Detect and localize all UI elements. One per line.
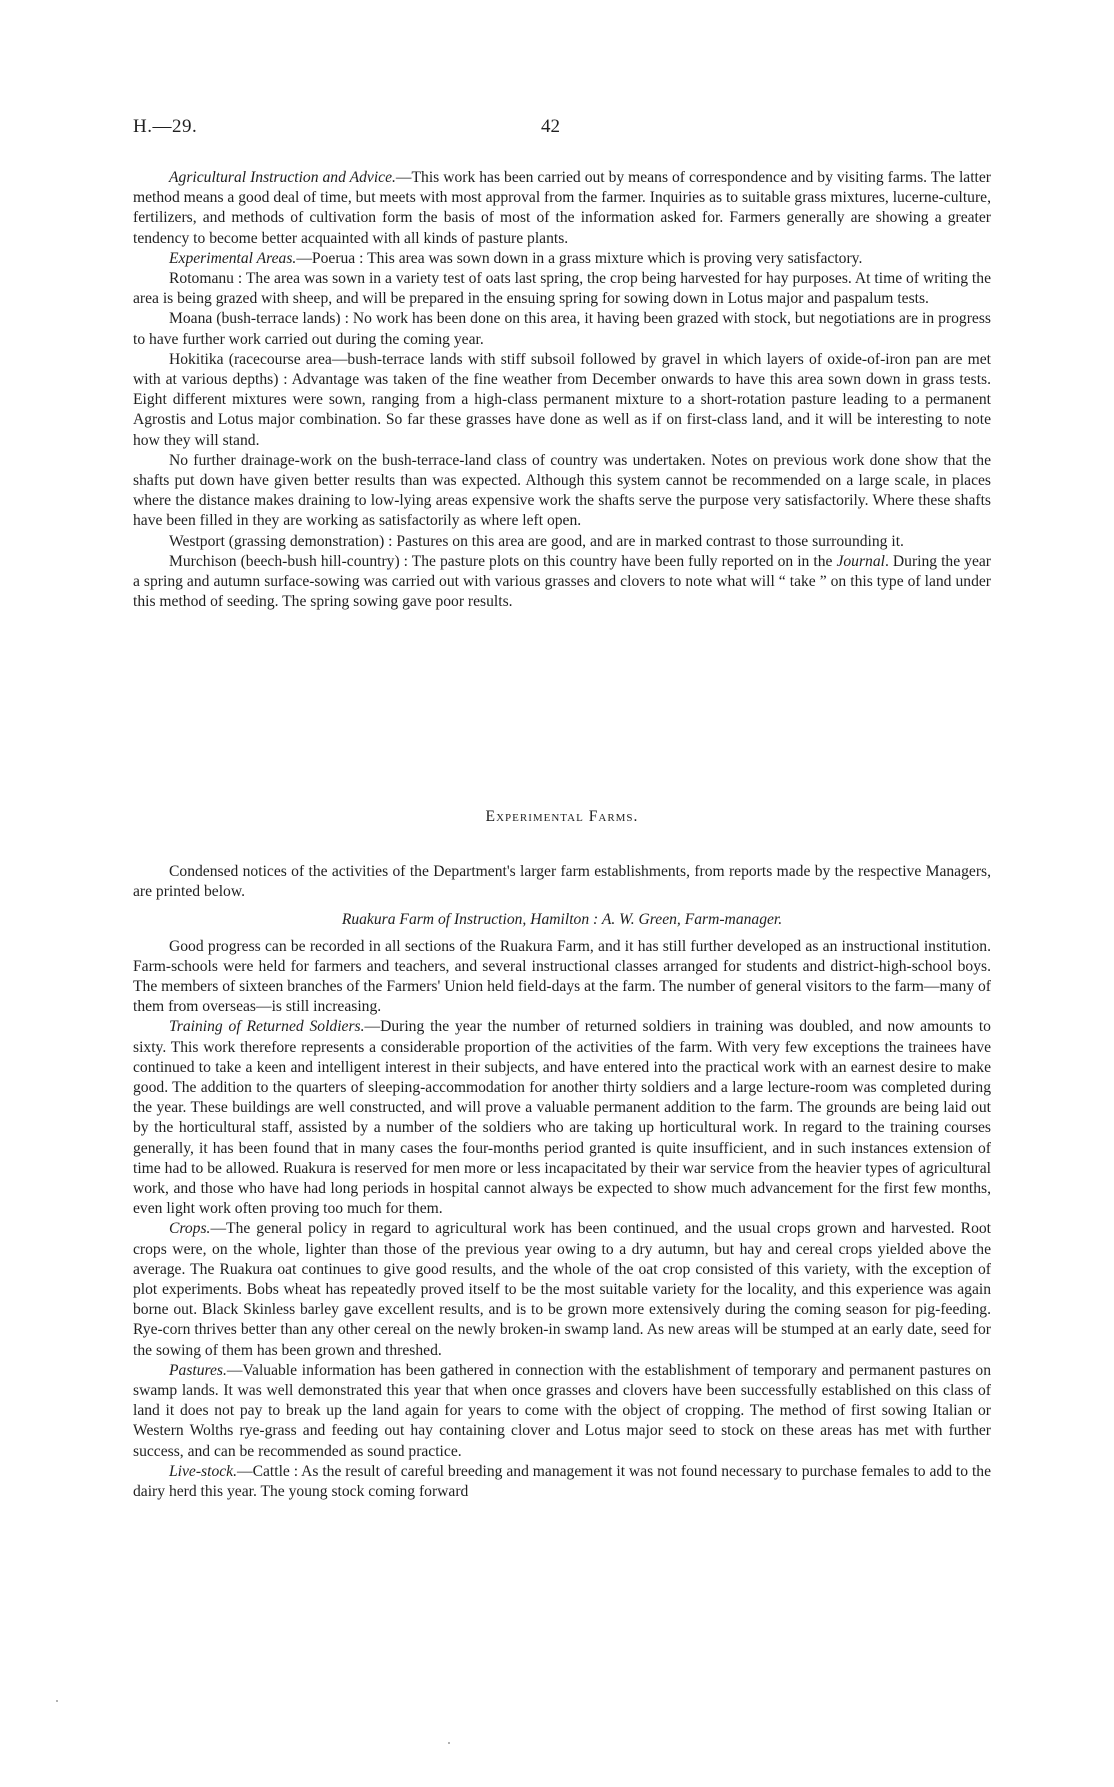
journal-title: Journal [836, 552, 885, 570]
paragraph-heading: Pastures. [169, 1361, 227, 1379]
paragraph-heading: Training of Returned Soldiers. [169, 1018, 365, 1036]
paragraph-westport: Westport (grassing demonstration) : Pastures on this area are good, and are in marked contrast to those surrounding it. [169, 532, 904, 550]
paragraph-pastures [133, 1361, 991, 1462]
paragraph-crops [133, 1219, 991, 1360]
paragraph-experimental-areas [133, 249, 991, 269]
paragraph-heading: Live-stock. [169, 1462, 237, 1480]
paragraph-hokitika: Hokitika (racecourse area—bush-terrace lands with stiff subsoil followed by gravel in which layers of oxide-of-iron pan are met with at various depths) : Advantage was taken of the fine weather from December onwards to have this area sown down in grass tests. Eight different mixtures were sown, ranging from a high-class permanent mixture to a short-rotation pasture leading to a permanent Agrostis and Lotus major combination. So far these grasses have done as well as if on first-class land, and it will be interesting to note how they will stand. [133, 350, 991, 449]
paragraph-text: —During the year the number of returned soldiers in training was doubled, and now amounts to sixty. This work therefore represents a considerable proportion of the activities of the farm. With very few exceptions the trainees have continued to take a keen and intelligent interest in their subjects, and have entered into the practical work with an earnest desire to make good. The addition to the quarters of sleeping-accommodation for another thirty soldiers and a large lecture-room was completed during the year. These buildings are well constructed, and will prove a valuable permanent addition to the farm. The grounds are being laid out by the horticultural staff, assisted by a number of the soldiers who are taking up horticultural work. In regard to the training courses generally, it has been found that in many cases the four-months period granted is quite insufficient, and in such instances extension of time had to be allowed. Ruakura is reserved for men more or less incapacitated by their war service from the heavier types of agricultural work, and those who have had long periods in hospital cannot always be expected to show much advancement for the first few months, even light work often proving too much for them. [133, 1018, 991, 1218]
paragraph-rotomanu: Rotomanu : The area was sown in a variety test of oats last spring, the crop being harvested for hay purposes. At time of writing the area is being grazed with sheep, and will be prepared in the ensuing spring for sowing down in Lotus major and paspalum tests. [133, 270, 991, 308]
page-number: 42 [541, 116, 560, 137]
paragraph-heading: Experimental Areas. [169, 249, 297, 267]
paragraph-drainage: No further drainage-work on the bush-terrace-land class of country was undertaken. Notes on previous work done show that the shafts put down have given better results than was expected. Although this system cannot be recommended on a large scale, in places where the distance makes draining to low-lying areas expensive work the shafts serve the purpose very satisfactorily. Where these shafts have been filled in they are working as satisfactorily as where left open. [133, 451, 991, 530]
experimental-farms-block [133, 862, 991, 1502]
scan-speck [448, 1742, 450, 1744]
page-header [133, 116, 991, 144]
paragraph-good-progress: Good progress can be recorded in all sections of the Ruakura Farm, and it has still further developed as an instructional institution. Farm-schools were held for farmers and teachers, and several instructional classes arranged for students and district-high-school boys. The members of sixteen branches of the Farmers' Union held field-days at the farm. The number of general visitors to the farm—many of them from overseas—is still increasing. [133, 937, 991, 1016]
paragraph-agricultural-instruction [133, 168, 991, 249]
paragraph-heading: Agricultural Instruction and Advice. [169, 169, 396, 186]
paragraph-live-stock [133, 1462, 991, 1502]
paragraph-returned-soldiers [133, 1017, 991, 1219]
paragraph-text: Murchison (beech-bush hill-country) : The pasture plots on this country have been fully reported on in the [169, 552, 837, 570]
paragraph-text: —Cattle : As the result of careful breeding and management it was not found necessary to purchase females to add to the dairy herd this year. The young stock coming forward [133, 1462, 991, 1501]
section-title: Experimental Farms. [485, 808, 639, 825]
scan-speck [56, 1700, 58, 1702]
section-intro: Condensed notices of the activities of the Department's larger farm establishments, from reports made by the respective Managers, are printed below. [133, 863, 991, 901]
paragraph-text: —This work has been carried out by means of correspondence and by visiting farms. The latter method means a good deal of time, but meets with most approval from the farmer. Inquiries as to suitable grass mixtures, lucerne-culture, fertilizers, and methods of cultivation form the basis of most of the information asked for. Farmers generally are showing a greater tendency to become better acquainted with all kinds of pasture plants. [133, 169, 991, 247]
paragraph-murchison [133, 552, 991, 613]
paragraph-heading: Crops. [169, 1220, 211, 1238]
paragraph-text: —Poerua : This area was sown down in a grass mixture which is proving very satisfactory. [296, 249, 863, 267]
top-text-block [133, 168, 991, 612]
paragraph-text: —The general policy in regard to agricultural work has been continued, and the usual crops grown and harvested. Root crops were, on the whole, lighter than those of the previous year owing to a dry autumn, but hay and cereal crops yielded above the average. The Ruakura oat continues to give good results, and the whole of the oat crop consisted of this variety, with the exception of plot experiments. Bobs wheat has repeatedly proved itself to be the most suitable variety for the locality, and this experience was again borne out. Black Skinless barley gave excellent results, and is to be grown more extensively during the coming season for pig-feeding. Rye-corn thrives better than any other cereal on the newly broken-in swamp land. As new areas will be stumped at an early date, seed for the sowing of them has been grown and threshed. [133, 1220, 991, 1359]
farm-subtitle: Ruakura Farm of Instruction, Hamilton : A. W. Green, Farm-manager. [341, 911, 783, 929]
paragraph-text: . During the year a spring and autumn surface-sowing was carried out with various grasses and clovers to note what will “ take ” on this type of land under this method of seeding. The spring sowing gave poor results. [133, 552, 991, 611]
paragraph-moana: Moana (bush-terrace lands) : No work has been done on this area, it having been grazed with stock, but negotiations are in progress to have further work carried out during the coming year. [133, 310, 991, 348]
paragraph-text: —Valuable information has been gathered in connection with the establishment of temporary and permanent pastures on swamp lands. It was well demonstrated this year that when once grasses and clovers have been successfully established on this class of land it does not pay to break up the land again for years to come with the object of cropping. The method of first sowing Italian or Western Wolths rye-grass and feeding out hay containing clover and Lotus major seed to stock on these areas has met with further success, and can be recommended as sound practice. [133, 1361, 991, 1460]
report-reference: H.—29. [133, 116, 198, 137]
